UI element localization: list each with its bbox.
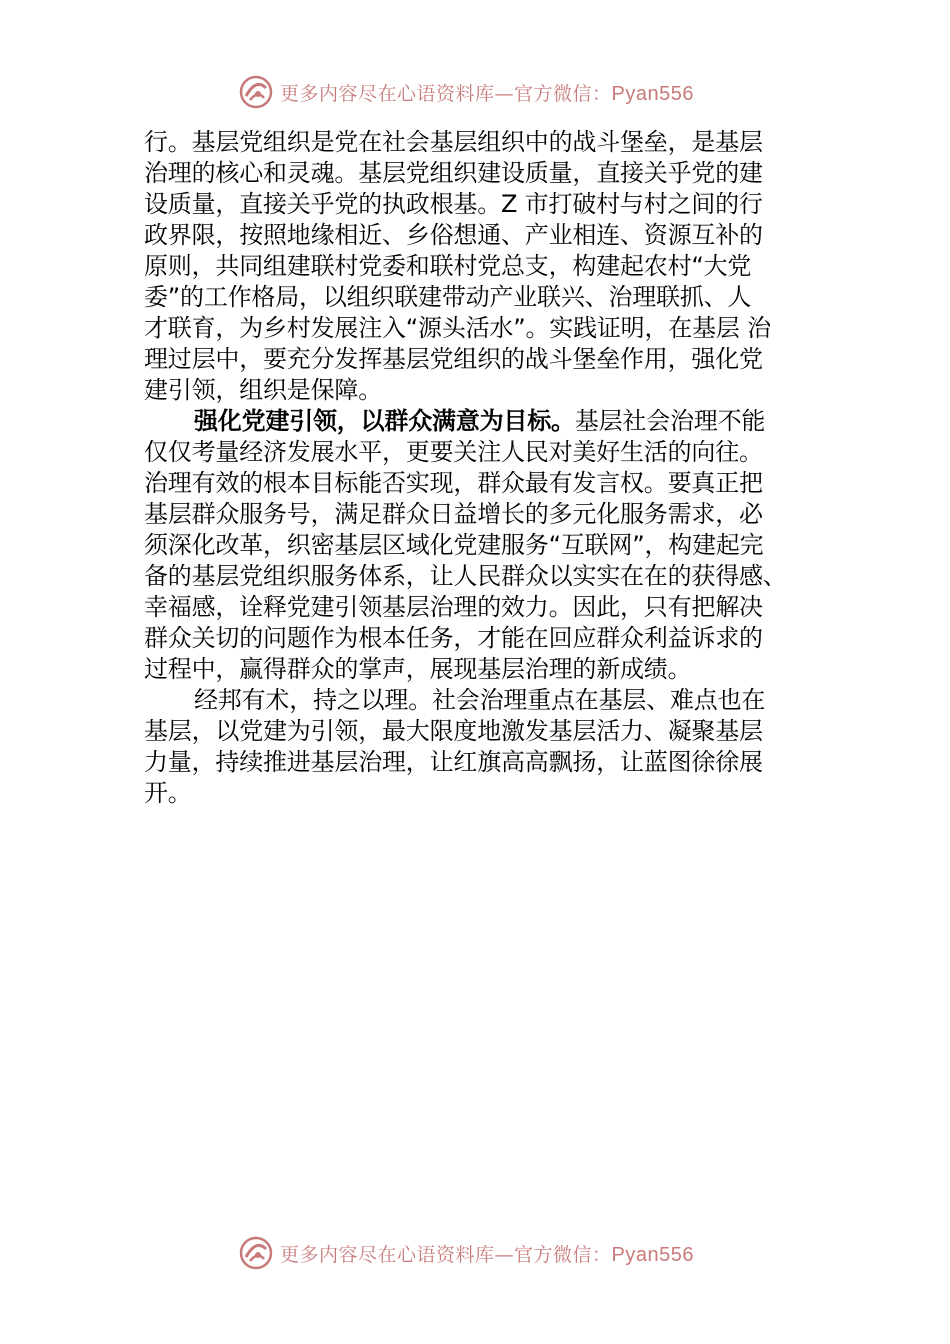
text-line: 政界限，按照地缘相近、乡俗想通、产业相连、资源互补的 [144,221,763,249]
text-line: 才联育，为乡村发展注入“源头活水”。实践证明，在基层 治 [144,314,771,342]
paragraph-heading-line [144,406,820,437]
watermark-header [0,72,950,112]
text-line: 基层，以党建为引领，最大限度地激发基层活力、凝聚基层 [144,717,763,745]
text-line: 基层群众服务号，满足群众日益增长的多元化服务需求，必 [144,500,763,528]
text-line: 仅仅考量经济发展水平，更要关注人民对美好生活的向往。 [144,438,763,466]
seal-logo-icon [238,1235,274,1271]
text-line: 幸福感，诠释党建引领基层治理的效力。因此，只有把解决 [144,593,763,621]
watermark-footer [0,1233,950,1273]
text-line: 建引领，组织是保障。 [144,376,382,404]
text-line: 治理有效的根本目标能否实现，群众最有发言权。要真正把 [144,469,763,497]
text-line: 治理的核心和灵魂。基层党组织建设质量，直接关乎党的建 [144,159,763,187]
document-body [144,127,820,809]
text-line: 理过层中，要充分发挥基层党组织的战斗堡垒作用，强化党 [144,345,763,373]
text-line: 经邦有术，持之以理。社会治理重点在基层、难点也在 [194,686,766,714]
watermark-text: 更多内容尽在心语资料库—官方微信：Pyan556 [280,83,694,105]
text-line: 备的基层党组织服务体系，让人民群众以实实在在的获得感、 [144,562,787,590]
text-line: 力量，持续推进基层治理，让红旗高高飘扬，让蓝图徐徐展 [144,748,763,776]
text-span: 基层社会治理不能 [574,407,766,435]
text-line: 须深化改革，织密基层区域化党建服务“互联网”，构建起完 [144,531,764,559]
text-line: 原则，共同组建联村党委和联村党总支，构建起农村“大党 [144,252,752,280]
text-line: 设质量，直接关乎党的执政根基。Z 市打破村与村之间的行 [144,190,763,218]
text-line: 开。 [144,779,192,807]
text-line: 过程中，赢得群众的掌声，展现基层治理的新成绩。 [144,655,692,683]
watermark-text: 更多内容尽在心语资料库—官方微信：Pyan556 [280,1244,694,1266]
text-line: 群众关切的问题作为根本任务，才能在回应群众利益诉求的 [144,624,763,652]
paragraph-heading: 强化党建引领，以群众满意为目标。 [194,407,575,435]
seal-logo-icon [238,74,274,110]
text-line: 委”的工作格局，以组织联建带动产业联兴、治理联抓、人 [144,283,752,311]
text-line: 行。基层党组织是党在社会基层组织中的战斗堡垒，是基层 [144,128,763,156]
